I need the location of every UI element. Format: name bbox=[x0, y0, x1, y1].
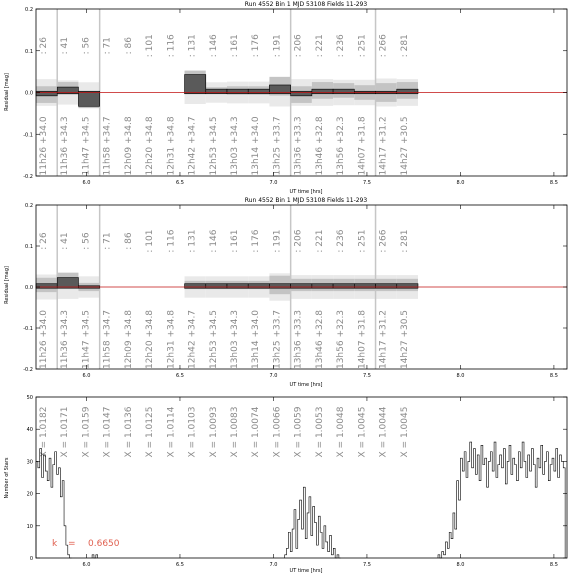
airmass-label: X = 1.0103 bbox=[187, 406, 198, 458]
panel-1-y-tick-label: 0.1 bbox=[25, 48, 33, 55]
panel-1-residual-bar bbox=[333, 89, 354, 94]
panel-2-field-number: : 266 bbox=[378, 229, 389, 253]
panel-1-residual-bar bbox=[185, 75, 206, 94]
panel-3 bbox=[4, 395, 567, 574]
panel-2-y-label: Residual [mag] bbox=[4, 266, 10, 304]
panel-1-field-number: : 146 bbox=[208, 34, 219, 58]
airmass-label: X = 1.0066 bbox=[272, 406, 283, 458]
panel-1-field-number: : 161 bbox=[229, 34, 240, 58]
panel-2-field-number: : 71 bbox=[102, 232, 113, 250]
panel-1-field-number: : 191 bbox=[272, 34, 283, 58]
panel-2-x-tick-label: 6.0 bbox=[82, 373, 91, 379]
panel-3-y-tick-label: 10 bbox=[26, 523, 33, 530]
panel-2 bbox=[4, 197, 567, 388]
panel-1-field-number: : 251 bbox=[357, 34, 368, 58]
panel-2-ra-dec-label: 12h09 +34.8 bbox=[123, 309, 134, 370]
panel-2-ra-dec-label: 11h47 +34.5 bbox=[81, 309, 92, 370]
panel-2-field-number: : 101 bbox=[145, 229, 156, 253]
panel-1-ra-dec-label: 13h25 +33.7 bbox=[272, 116, 283, 176]
panel-2-ra-dec-label: 13h14 +34.0 bbox=[251, 309, 262, 370]
panel-2-residual-bar bbox=[333, 284, 354, 289]
panel-1-ra-dec-label: 12h31 +34.8 bbox=[166, 116, 177, 176]
panel-1-field-number: : 86 bbox=[123, 37, 134, 55]
panel-1-ra-dec-label: 14h07 +31.8 bbox=[357, 116, 368, 176]
panel-1-ra-dec-label: 13h56 +32.3 bbox=[336, 116, 347, 176]
airmass-label: X = 1.0048 bbox=[336, 406, 347, 458]
panel-2-field-number: : 206 bbox=[293, 229, 304, 253]
panel-1-ra-dec-label: 13h14 +34.0 bbox=[251, 116, 262, 176]
panel-1-ra-dec-label: 11h58 +34.7 bbox=[102, 116, 113, 176]
panel-2-ra-dec-label: 13h56 +32.3 bbox=[336, 309, 347, 370]
panel-1-ra-dec-label: 14h17 +31.2 bbox=[378, 116, 389, 176]
panel-2-field-number: : 251 bbox=[357, 229, 368, 253]
panel-1-field-number: : 56 bbox=[81, 37, 92, 55]
panel-1-y-tick-label: 0.0 bbox=[25, 90, 33, 97]
panel-2-y-tick-label: -0.2 bbox=[23, 367, 33, 373]
panel-1-y-tick-label: 0.2 bbox=[25, 7, 33, 13]
panel-3-y-tick-label: 50 bbox=[26, 395, 33, 401]
panel-2-field-number: : 86 bbox=[123, 232, 134, 250]
panel-2-x-tick-label: 8.0 bbox=[456, 373, 465, 379]
panel-2-y-tick-label: 0.0 bbox=[25, 285, 33, 291]
panel-1-ra-dec-label: 11h26 +34.0 bbox=[39, 116, 49, 176]
panel-1-residual-bar bbox=[397, 89, 418, 94]
panel-3-y-tick-label: 0 bbox=[29, 556, 33, 562]
panel-1-ra-dec-label: 13h46 +32.8 bbox=[314, 116, 325, 176]
panel-2-residual-bar bbox=[397, 284, 418, 289]
airmass-label: X = 1.0114 bbox=[166, 406, 177, 458]
panel-3-y-tick-label: 40 bbox=[26, 427, 33, 434]
panel-3-x-tick-label: 8.5 bbox=[549, 562, 558, 568]
panel-2-field-number: : 41 bbox=[60, 232, 71, 250]
panel-2-x-tick-label: 6.5 bbox=[175, 373, 184, 379]
panel-1-y-label: Residual [mag] bbox=[4, 73, 10, 111]
panel-1-field-number: : 206 bbox=[293, 34, 304, 58]
panel-2-field-number: : 131 bbox=[187, 229, 198, 253]
panel-3-x-tick-label: 6.0 bbox=[82, 562, 91, 568]
panel-1-field-number: : 131 bbox=[187, 34, 198, 58]
panel-1-y-tick-label: -0.1 bbox=[23, 132, 33, 139]
panel-2-ra-dec-label: 12h20 +34.8 bbox=[145, 309, 156, 370]
panel-2-residual-bar bbox=[376, 284, 397, 289]
panel-1-y-tick-label: -0.2 bbox=[23, 174, 33, 180]
panel-2-y-tick-label: 0.1 bbox=[25, 244, 33, 250]
panel-1-title: Run 4552 Bin 1 MJD 53108 Fields 11-293 bbox=[244, 1, 368, 8]
panel-2-x-label: UT time [hrs] bbox=[289, 382, 323, 388]
panel-3-y-tick-label: 20 bbox=[26, 491, 33, 498]
panel-2-ra-dec-label: 12h31 +34.8 bbox=[166, 309, 177, 370]
extinction-k-value: 0.6650 bbox=[88, 539, 120, 549]
panel-1-ra-dec-label: 13h36 +33.3 bbox=[293, 116, 304, 176]
panel-2-title: Run 4552 Bin 1 MJD 53108 Fields 11-293 bbox=[244, 197, 368, 204]
panel-2-x-tick-label: 7.0 bbox=[269, 373, 278, 379]
panel-2-residual-bar bbox=[291, 284, 312, 289]
panel-1-field-number: : 116 bbox=[166, 34, 177, 58]
panel-3-y-tick-label: 30 bbox=[26, 459, 33, 466]
panel-3-y-label: Number of Stars bbox=[4, 457, 10, 499]
panel-2-ra-dec-label: 14h17 +31.2 bbox=[378, 309, 389, 370]
panel-2-ra-dec-label: 12h42 +34.7 bbox=[187, 309, 198, 370]
panel-1-ra-dec-label: 13h03 +34.3 bbox=[229, 116, 240, 176]
panel-2-ra-dec-label: 13h25 +33.7 bbox=[272, 309, 283, 370]
panel-1-residual-bar bbox=[227, 89, 248, 94]
panel-2-ra-dec-label: 13h36 +33.3 bbox=[293, 309, 304, 370]
panel-2-ra-dec-label: 11h26 +34.0 bbox=[39, 309, 49, 370]
extinction-k-label: k bbox=[52, 539, 58, 549]
panel-1-field-number: : 236 bbox=[336, 34, 347, 58]
panel-2-ra-dec-label: 11h58 +34.7 bbox=[102, 309, 113, 370]
airmass-label: X = 1.0074 bbox=[251, 406, 262, 458]
panel-2-residual-bar bbox=[185, 284, 206, 289]
airmass-label: X = 1.0159 bbox=[81, 406, 92, 458]
panel-1-ra-dec-label: 12h42 +34.7 bbox=[187, 116, 198, 176]
panel-2-ra-dec-label: 14h07 +31.8 bbox=[357, 309, 368, 370]
panel-1-field-number: : 26 bbox=[39, 37, 49, 55]
airmass-label: X = 1.0083 bbox=[229, 406, 240, 458]
airmass-label: X = 1.0136 bbox=[123, 406, 134, 458]
panel-2-residual-bar bbox=[354, 284, 375, 289]
panel-1-residual-bar bbox=[36, 91, 57, 96]
panel-1-residual-bar bbox=[248, 89, 269, 94]
panel-2-y-tick-label: 0.2 bbox=[25, 203, 33, 209]
panel-1-ra-dec-label: 14h27 +30.5 bbox=[399, 116, 410, 176]
airmass-label: X = 1.0044 bbox=[378, 406, 389, 458]
airmass-label: X = 1.0045 bbox=[357, 406, 368, 458]
panel-3-x-tick-label: 7.0 bbox=[269, 562, 278, 568]
panel-1-field-number: : 176 bbox=[251, 34, 262, 58]
panel-1-ra-dec-label: 11h36 +34.3 bbox=[60, 116, 71, 176]
panel-1-x-tick-label: 7.5 bbox=[362, 180, 371, 186]
airmass-label: X = 1.0125 bbox=[145, 406, 156, 458]
panel-1-field-number: : 41 bbox=[60, 37, 71, 55]
panel-2-field-number: : 191 bbox=[272, 229, 283, 253]
panel-1-residual-bar bbox=[78, 91, 99, 106]
panel-3-x-tick-label: 7.5 bbox=[362, 562, 371, 568]
panel-2-x-tick-label: 8.5 bbox=[549, 373, 558, 379]
panel-2-residual-bar bbox=[312, 284, 333, 289]
panel-2-residual-bar bbox=[248, 284, 269, 289]
panel-2-field-number: : 146 bbox=[208, 229, 219, 253]
panel-2-residual-bar bbox=[36, 284, 57, 289]
panel-1-x-tick-label: 8.5 bbox=[549, 180, 558, 186]
airmass-label: X = 1.0045 bbox=[399, 406, 410, 458]
panel-1-residual-bar bbox=[291, 91, 312, 96]
panel-1-x-tick-label: 7.0 bbox=[269, 180, 278, 186]
panel-1-field-number: : 266 bbox=[378, 34, 389, 58]
panel-1-residual-bar bbox=[206, 89, 227, 94]
panel-2-ra-dec-label: 11h36 +34.3 bbox=[60, 309, 71, 370]
airmass-label: X = 1.0059 bbox=[293, 406, 304, 458]
panel-1-field-number: : 221 bbox=[314, 34, 325, 58]
panel-1-field-number: : 71 bbox=[102, 37, 113, 55]
airmass-label: X = 1.0171 bbox=[60, 406, 71, 458]
panel-2-ra-dec-label: 12h53 +34.5 bbox=[208, 309, 219, 370]
panel-2-field-number: : 26 bbox=[39, 232, 49, 250]
panel-1-x-label: UT time [hrs] bbox=[289, 189, 323, 195]
panel-2-field-number: : 56 bbox=[81, 232, 92, 250]
panel-1 bbox=[4, 1, 567, 195]
panel-1-field-number: : 281 bbox=[399, 34, 410, 58]
panel-1-ra-dec-label: 12h53 +34.5 bbox=[208, 116, 219, 176]
panel-2-y-tick-label: -0.1 bbox=[23, 326, 33, 332]
panel-2-field-number: : 221 bbox=[314, 229, 325, 253]
panel-1-x-tick-label: 6.5 bbox=[175, 180, 184, 186]
panel-2-ra-dec-label: 14h27 +30.5 bbox=[399, 309, 410, 370]
panel-2-field-number: : 161 bbox=[229, 229, 240, 253]
airmass-label: X = 1.0147 bbox=[102, 406, 113, 458]
panel-1-field-number: : 101 bbox=[145, 34, 156, 58]
panel-2-ra-dec-label: 13h03 +34.3 bbox=[229, 309, 240, 370]
panel-2-field-number: : 236 bbox=[336, 229, 347, 253]
panel-2-ra-dec-label: 13h46 +32.8 bbox=[314, 309, 325, 370]
panel-1-ra-dec-label: 11h47 +34.5 bbox=[81, 116, 92, 176]
panel-3-x-tick-label: 8.0 bbox=[456, 562, 465, 568]
panel-1-x-tick-label: 6.0 bbox=[82, 180, 91, 186]
panel-2-residual-bar bbox=[227, 284, 248, 289]
panel-3-x-label: UT time [hrs] bbox=[289, 568, 323, 574]
panel-2-x-tick-label: 7.5 bbox=[362, 373, 371, 379]
airmass-label: X = 1.0093 bbox=[208, 406, 219, 458]
extinction-equals-sign: = bbox=[68, 539, 76, 549]
airmass-label: X = 1.0053 bbox=[314, 406, 325, 458]
panel-1-residual-bar bbox=[312, 89, 333, 94]
panel-2-residual-bar bbox=[269, 284, 290, 289]
panel-2-field-number: : 176 bbox=[251, 229, 262, 253]
airmass-label: X = 1.0182 bbox=[39, 406, 49, 458]
panel-1-x-tick-label: 8.0 bbox=[456, 180, 465, 186]
panel-2-field-number: : 281 bbox=[399, 229, 410, 253]
panel-1-ra-dec-label: 12h09 +34.8 bbox=[123, 116, 134, 176]
panel-3-x-tick-label: 6.5 bbox=[175, 562, 184, 568]
panel-2-residual-bar bbox=[206, 284, 227, 289]
panel-1-ra-dec-label: 12h20 +34.8 bbox=[145, 116, 156, 176]
panel-2-field-number: : 116 bbox=[166, 229, 177, 253]
